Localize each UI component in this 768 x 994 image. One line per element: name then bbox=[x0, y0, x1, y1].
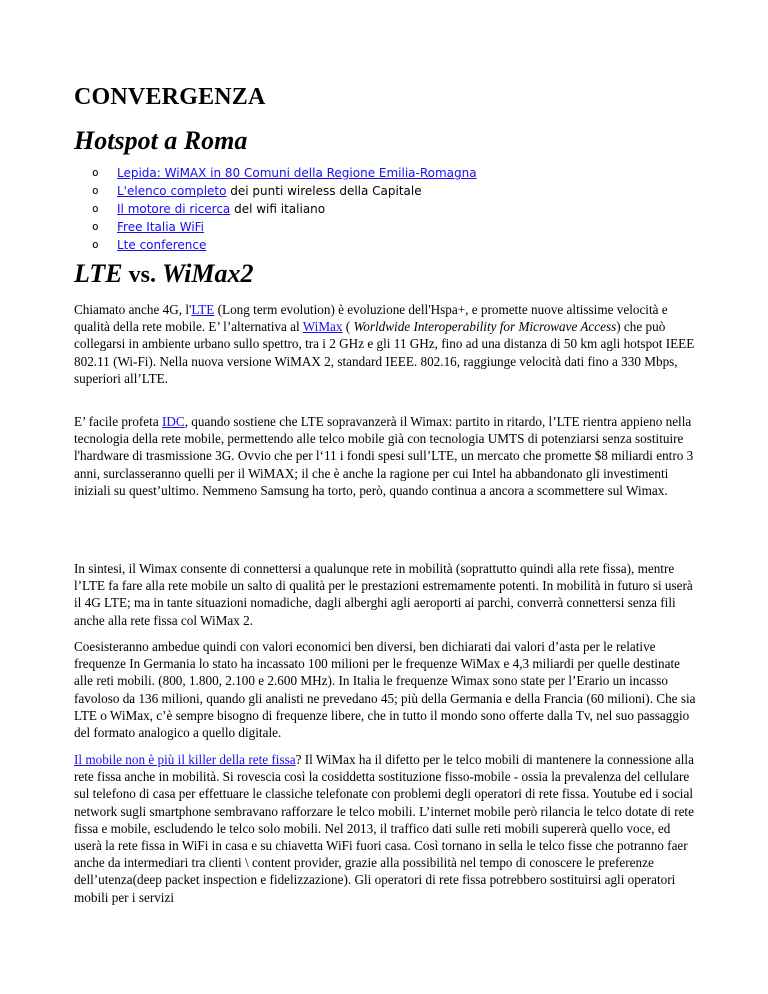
paragraph-mobile-fixed bbox=[74, 751, 698, 906]
bullet-icon: o bbox=[92, 166, 99, 179]
link-suffix-text: dei punti wireless della Capitale bbox=[226, 184, 422, 198]
bullet-icon: o bbox=[92, 202, 99, 215]
heading-part-vs: vs. bbox=[122, 262, 162, 288]
paragraph-text: ) che può collegarsi in ambiente urbano sullo spettro, tra i 2 GHz e gli 11 GHz, fino ad una distanza di 50 km agli hotspot IEEE 802.11 (Wi-Fi). Nella nuova versione WiMAX 2, standard IEEE. 802.16, raggiunge velocità dati fino a 330 Mbps, superiori all’LTE. bbox=[74, 319, 695, 386]
link-lepida[interactable]: Lepida: WiMAX in 80 Comuni della Regione Emilia-Romagna bbox=[117, 166, 477, 180]
hotspot-link-list bbox=[92, 164, 477, 254]
paragraph-text: E’ facile profeta bbox=[74, 414, 162, 429]
paragraph-text: ? Il WiMax ha il difetto per le telco mobili di mantenere la connessione alla rete fissa anche in mobilità. Si rovescia così la cosiddetta sostituzione fisso-mobile - ossia la prevalenza del cellulare sul telefono di casa per effettuare le classiche telefonate con problemi degli operatori di rete fissa. Youtube ed i social network sugli smartphone sembravano rafforzare le telco mobili. L’internet mobile però rilancia le telco dotate di rete fissa e mobile, escludendo le telco solo mobili. Nel 2013, il traffico dati sulle reti mobili supererà quello voce, ed userà la rete fissa in WiFi in casa e su chiavetta WiFi fuori casa. Così tornano in sella le telco fisse che potranno faer anche da intermediari tra clienti \ content provider, grazie alla possibilità nel tempo di conoscere le preferenze dell’utenza(deep packet inspection e fidelizzazione). Gli operatori di rete fissa potrebbero sostituirsi agli operatori mobili per i servizi bbox=[74, 752, 694, 905]
link-motore-di-ricerca[interactable]: Il motore di ricerca bbox=[117, 202, 231, 216]
document-title: CONVERGENZA bbox=[74, 84, 266, 110]
bullet-icon: o bbox=[92, 184, 99, 197]
list-item bbox=[92, 164, 477, 182]
list-item bbox=[92, 182, 477, 200]
paragraph-lte-intro bbox=[74, 301, 698, 387]
heading-part-lte: LTE bbox=[74, 259, 123, 288]
list-item bbox=[92, 200, 477, 218]
paragraph-text: Chiamato anche 4G, l' bbox=[74, 302, 192, 317]
bullet-icon: o bbox=[92, 220, 99, 233]
link-idc[interactable]: IDC bbox=[161, 414, 185, 429]
link-suffix-text: del wifi italiano bbox=[230, 202, 326, 216]
paragraph-text: ( bbox=[342, 319, 354, 335]
paragraph-frequencies: Coesisteranno ambedue quindi con valori economici ben diversi, ben dichiarati dai valori d’asta per le relative frequenze In Germania lo stato ha incassato 100 milioni per le frequenze WiMax e 4,3 miliardi per quelle destinate alle reti mobili. (800, 1.800, 2.100 e 2.600 MHz). In Italia le frequenze Wimax sono state per l’Erario un incasso favoloso da 136 milioni, quando gli analisti ne prevedano 45; più della Germania e della Francia (60 milioni). Che sia LTE o WiMax, c’è sempre bisogno di frequenze libere, che in tutto il mondo sono offerte dalla Tv, nel suo passaggio del formato analogico a quello digitale. bbox=[74, 639, 696, 741]
paragraph-text: (Long term evolution) è evoluzione dell'Hspa+, e promette nuove altissime velocità e qualità della rete mobile. E’ l’alternativa al bbox=[74, 302, 668, 335]
heading-part-wimax2: WiMax2 bbox=[161, 259, 254, 288]
wimax-expansion-text: Worldwide Interoperability for Microwave Access bbox=[353, 319, 617, 335]
paragraph-text: , quando sostiene che LTE sopravanzerà il Wimax: partito in ritardo, l’LTE rientra appieno nella tecnologia della rete mobile, permettendo alle telco mobile già con tecnologia UMTS di potenziarsi senza sostituire l'hardware di trasmissione 3G. Ovvio che per l‘11 i fondi spesi sull’LTE, un mercato che promette $8 miliardi entro 3 anni, surclasseranno quelli per il WiMAX; il che è anche la ragione per cui Intel ha abbandonato gli investimenti iniziali su quest’ultimo. Nemmeno Samsung ha torto, però, quando continua a ancora a scommettere sul Wimax. bbox=[74, 414, 694, 498]
link-lte-conference[interactable]: Lte conference bbox=[117, 238, 207, 252]
lte-vs-wimax-heading bbox=[74, 259, 253, 289]
link-wimax[interactable]: WiMax bbox=[302, 319, 343, 335]
link-free-italia-wifi[interactable]: Free Italia WiFi bbox=[117, 220, 205, 234]
link-mobile-killer[interactable]: Il mobile non è più il killer della rete fissa bbox=[74, 752, 296, 767]
list-item bbox=[92, 236, 477, 254]
link-lte[interactable]: LTE bbox=[191, 302, 215, 317]
paragraph-idc bbox=[74, 413, 698, 499]
hotspot-heading: Hotspot a Roma bbox=[74, 126, 248, 155]
list-item bbox=[92, 218, 477, 236]
link-elenco-completo[interactable]: L'elenco completo bbox=[117, 184, 227, 198]
bullet-icon: o bbox=[92, 238, 99, 251]
paragraph-summary: In sintesi, il Wimax consente di connettersi a qualunque rete in mobilità (soprattutto quindi alla rete fissa), mentre l’LTE fa fare alla rete mobile un salto di qualità per le prestazioni estremamente potenti. In mobilità in futuro si userà il 4G LTE; ma in tante situazioni nomadiche, dagli alberghi agli aeroporti ai parchi, converrà connettersi senza fili anche alla rete fissa col WiMax 2. bbox=[74, 561, 693, 628]
